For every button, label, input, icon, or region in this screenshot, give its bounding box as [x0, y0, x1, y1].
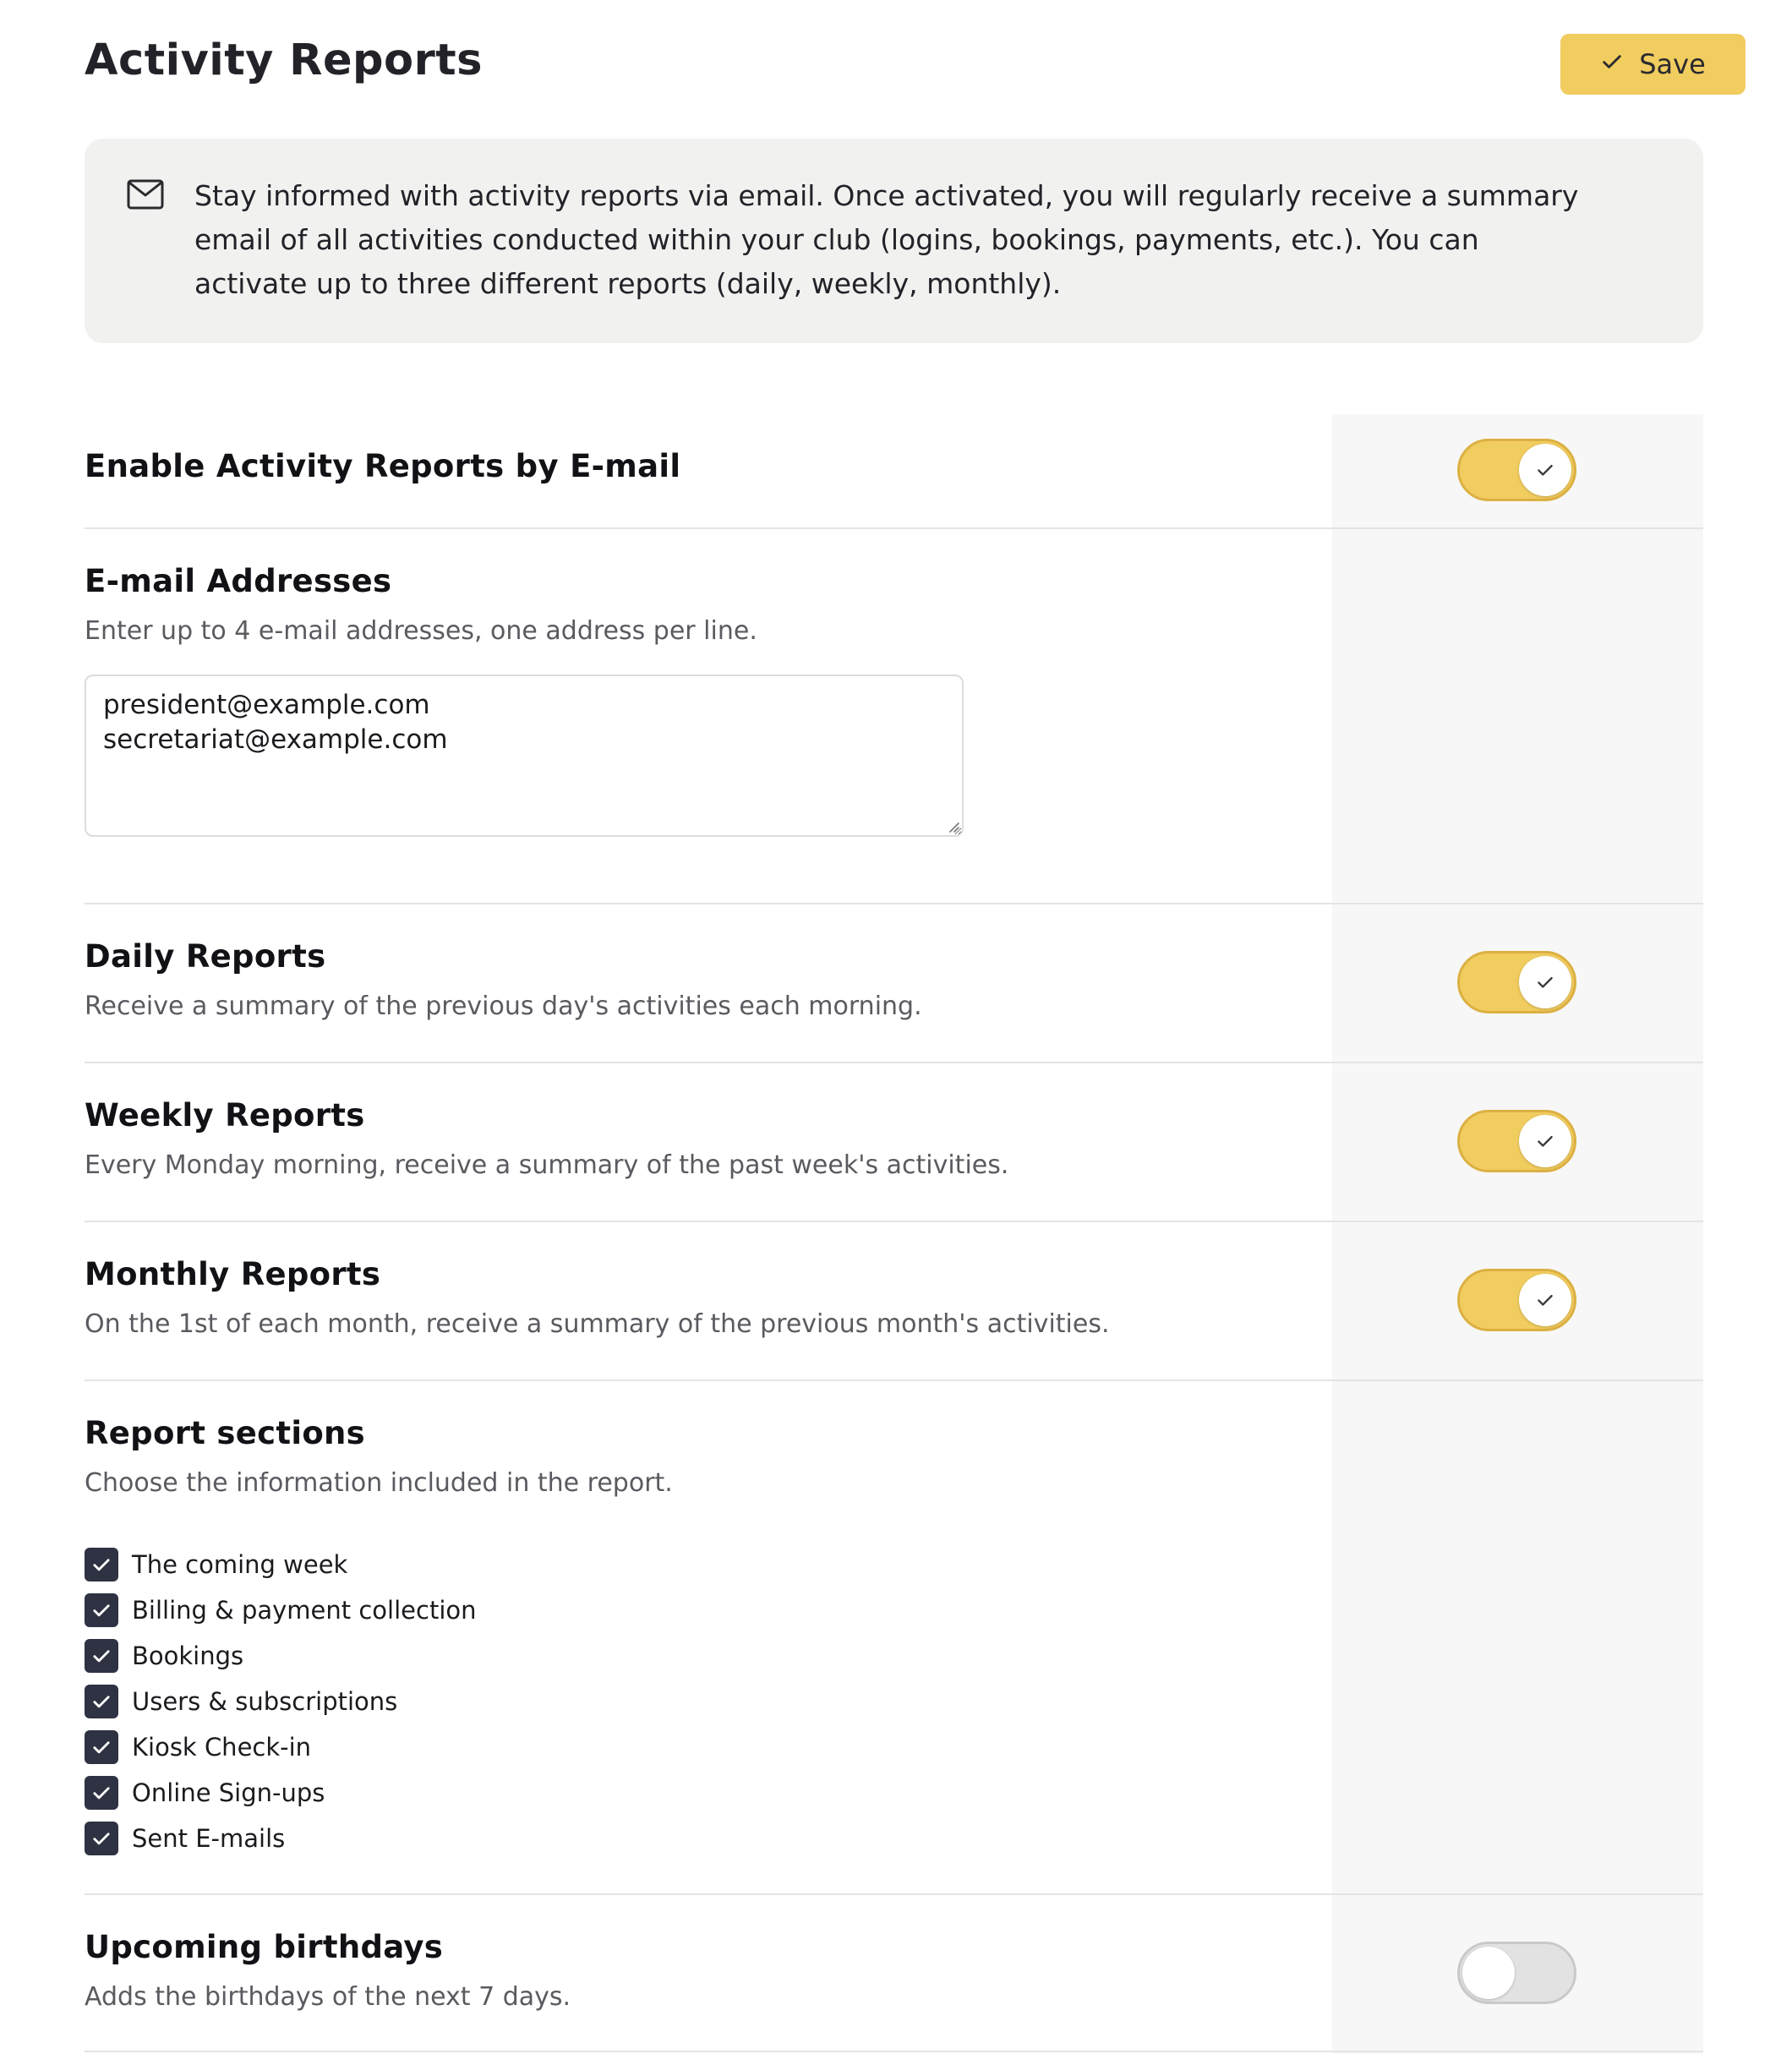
page-title: Activity Reports — [85, 36, 483, 85]
check-icon — [1534, 1289, 1556, 1311]
report-sections-title: Report sections — [85, 1415, 366, 1451]
save-button-label: Save — [1639, 48, 1706, 80]
section-checkbox-users[interactable] — [85, 1679, 477, 1724]
checkbox-checked-icon[interactable] — [85, 1822, 118, 1855]
info-text: Stay informed with activity reports via email. Once activated, you will regularly receive a summary email of all activities conducted within your club (logins, bookings, payments, etc.). You can activate up to three different reports (daily, weekly, monthly). — [194, 179, 1579, 300]
section-checkbox-coming-week[interactable] — [85, 1542, 477, 1587]
weekly-reports-toggle[interactable] — [1457, 1110, 1576, 1172]
checkbox-label: Bookings — [132, 1642, 244, 1670]
checkbox-label: The coming week — [132, 1550, 348, 1579]
monthly-reports-title: Monthly Reports — [85, 1256, 381, 1292]
email-addresses-textarea[interactable] — [85, 675, 964, 837]
monthly-reports-toggle[interactable] — [1457, 1269, 1576, 1331]
divider — [85, 1062, 1703, 1063]
toggle-knob — [1519, 1274, 1571, 1326]
resize-handle-icon[interactable] — [945, 818, 960, 833]
daily-reports-title: Daily Reports — [85, 938, 326, 975]
checkbox-label: Users & subscriptions — [132, 1687, 398, 1716]
toggle-knob — [1519, 444, 1571, 496]
divider — [85, 527, 1703, 529]
checkbox-checked-icon[interactable] — [85, 1730, 118, 1764]
toggle-knob — [1519, 956, 1571, 1008]
section-checkbox-sent-emails[interactable] — [85, 1816, 477, 1861]
section-checkbox-kiosk[interactable] — [85, 1724, 477, 1770]
upcoming-birthdays-toggle[interactable] — [1457, 1942, 1576, 2004]
toggle-knob — [1462, 1947, 1515, 1999]
toggle-knob — [1519, 1115, 1571, 1167]
check-icon — [1534, 459, 1556, 481]
upcoming-birthdays-description: Adds the birthdays of the next 7 days. — [85, 1982, 571, 2012]
checkbox-checked-icon[interactable] — [85, 1548, 118, 1581]
mail-icon — [127, 179, 164, 210]
section-checkbox-bookings[interactable] — [85, 1633, 477, 1679]
checkbox-label: Online Sign-ups — [132, 1778, 325, 1807]
daily-reports-toggle[interactable] — [1457, 951, 1576, 1013]
email-addresses-description: Enter up to 4 e-mail addresses, one address per line. — [85, 616, 757, 646]
divider — [85, 2051, 1703, 2052]
check-icon — [1600, 48, 1624, 80]
checkbox-label: Billing & payment collection — [132, 1596, 477, 1625]
enable-reports-title: Enable Activity Reports by E-mail — [85, 448, 681, 484]
checkbox-checked-icon[interactable] — [85, 1593, 118, 1627]
divider — [85, 903, 1703, 904]
daily-reports-description: Receive a summary of the previous day's activities each morning. — [85, 991, 922, 1021]
report-sections-row — [85, 1415, 1703, 1498]
divider — [85, 1893, 1703, 1895]
checkbox-checked-icon[interactable] — [85, 1776, 118, 1810]
check-icon — [1534, 971, 1556, 993]
divider — [85, 1221, 1703, 1222]
checkbox-checked-icon[interactable] — [85, 1685, 118, 1718]
divider — [85, 1379, 1703, 1381]
enable-reports-toggle[interactable] — [1457, 439, 1576, 501]
checkbox-checked-icon[interactable] — [85, 1639, 118, 1673]
weekly-reports-description: Every Monday morning, receive a summary of the past week's activities. — [85, 1150, 1009, 1180]
section-checkbox-online-signups[interactable] — [85, 1770, 477, 1816]
checkbox-label: Sent E-mails — [132, 1824, 286, 1853]
report-sections-checkbox-list — [85, 1542, 477, 1861]
section-checkbox-billing[interactable] — [85, 1587, 477, 1633]
email-addresses-title: E-mail Addresses — [85, 563, 392, 599]
info-banner — [85, 139, 1703, 343]
upcoming-birthdays-title: Upcoming birthdays — [85, 1929, 444, 1965]
monthly-reports-description: On the 1st of each month, receive a summary of the previous month's activities. — [85, 1309, 1110, 1339]
save-button[interactable] — [1560, 34, 1746, 95]
email-addresses-row — [85, 563, 1703, 646]
check-icon — [1534, 1130, 1556, 1152]
toggle-column-background — [1332, 414, 1703, 2054]
report-sections-description: Choose the information included in the report. — [85, 1468, 673, 1498]
weekly-reports-title: Weekly Reports — [85, 1097, 365, 1134]
checkbox-label: Kiosk Check-in — [132, 1733, 312, 1762]
